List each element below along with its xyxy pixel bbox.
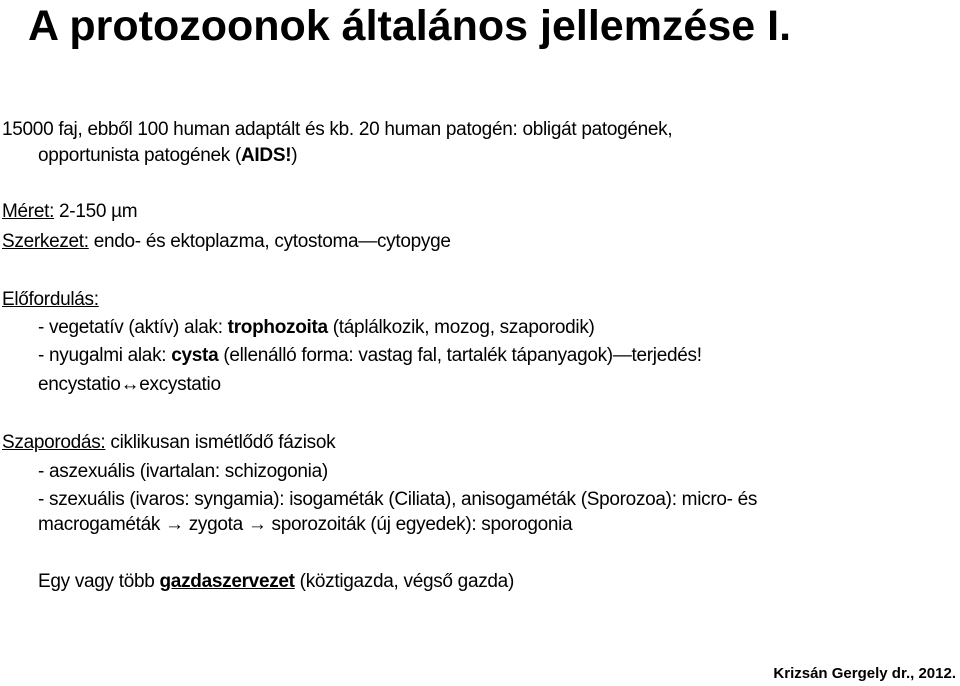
encystation-cycle-line: encystatio↔excystatio (38, 374, 221, 395)
reproduction-line (2, 430, 335, 456)
intro-line-2-text: opportunista patogének ( (38, 145, 242, 166)
resting-form-post: (ellenálló forma: vastag fal, tartalék tápanyagok)—terjedés! (218, 345, 702, 366)
vegetative-form-post: (táplálkozik, mozog, szaporodik) (327, 317, 595, 338)
cysta-term: cysta (171, 345, 219, 366)
reproduction-text: ciklikusan ismétlődő fázisok (105, 432, 336, 453)
reproduction-label: Szaporodás: (2, 432, 106, 453)
asexual-line: - aszexuális (ivartalan: schizogonia) (38, 461, 328, 482)
structure-line (2, 229, 451, 255)
gazdaszervezet-term: gazdaszervezet (159, 571, 295, 592)
aids-emphasis: AIDS! (241, 145, 292, 166)
vegetative-form-line (38, 315, 595, 341)
host-post: (köztigazda, végső gazda) (294, 571, 514, 592)
size-line (2, 199, 137, 225)
host-line (38, 569, 514, 595)
resting-form-pre: - nyugalmi alak: (38, 345, 172, 366)
size-text: 2-150 µm (54, 201, 138, 222)
vegetative-form-pre: - vegetatív (aktív) alak: (38, 317, 228, 338)
resting-form-line (38, 343, 702, 369)
size-label: Méret: (2, 201, 55, 222)
occurrence-label: Előfordulás: (2, 289, 99, 310)
intro-line-2-close: ) (291, 145, 298, 166)
sexual-line-2: macrogaméták → zygota → sporozoiták (új egyedek): sporogonia (38, 514, 573, 535)
author-credit: Krizsán Gergely dr., 2012. (773, 665, 956, 682)
trophozoita-term: trophozoita (227, 317, 328, 338)
host-pre: Egy vagy több (38, 571, 160, 592)
structure-text: endo- és ektoplazma, cytostoma—cytopyge (88, 231, 451, 252)
intro-line-2 (38, 143, 297, 169)
sexual-line-1: - szexuális (ivaros: syngamia): isogaméták (Ciliata), anisogaméták (Sporozoa): micro- és (38, 489, 758, 510)
occurrence-heading (2, 287, 99, 313)
intro-line-1: 15000 faj, ebből 100 human adaptált és kb. 20 human patogén: obligát patogének, (2, 119, 673, 140)
slide-title: A protozoonok általános jellemzése I. (28, 2, 792, 50)
structure-label: Szerkezet: (2, 231, 89, 252)
